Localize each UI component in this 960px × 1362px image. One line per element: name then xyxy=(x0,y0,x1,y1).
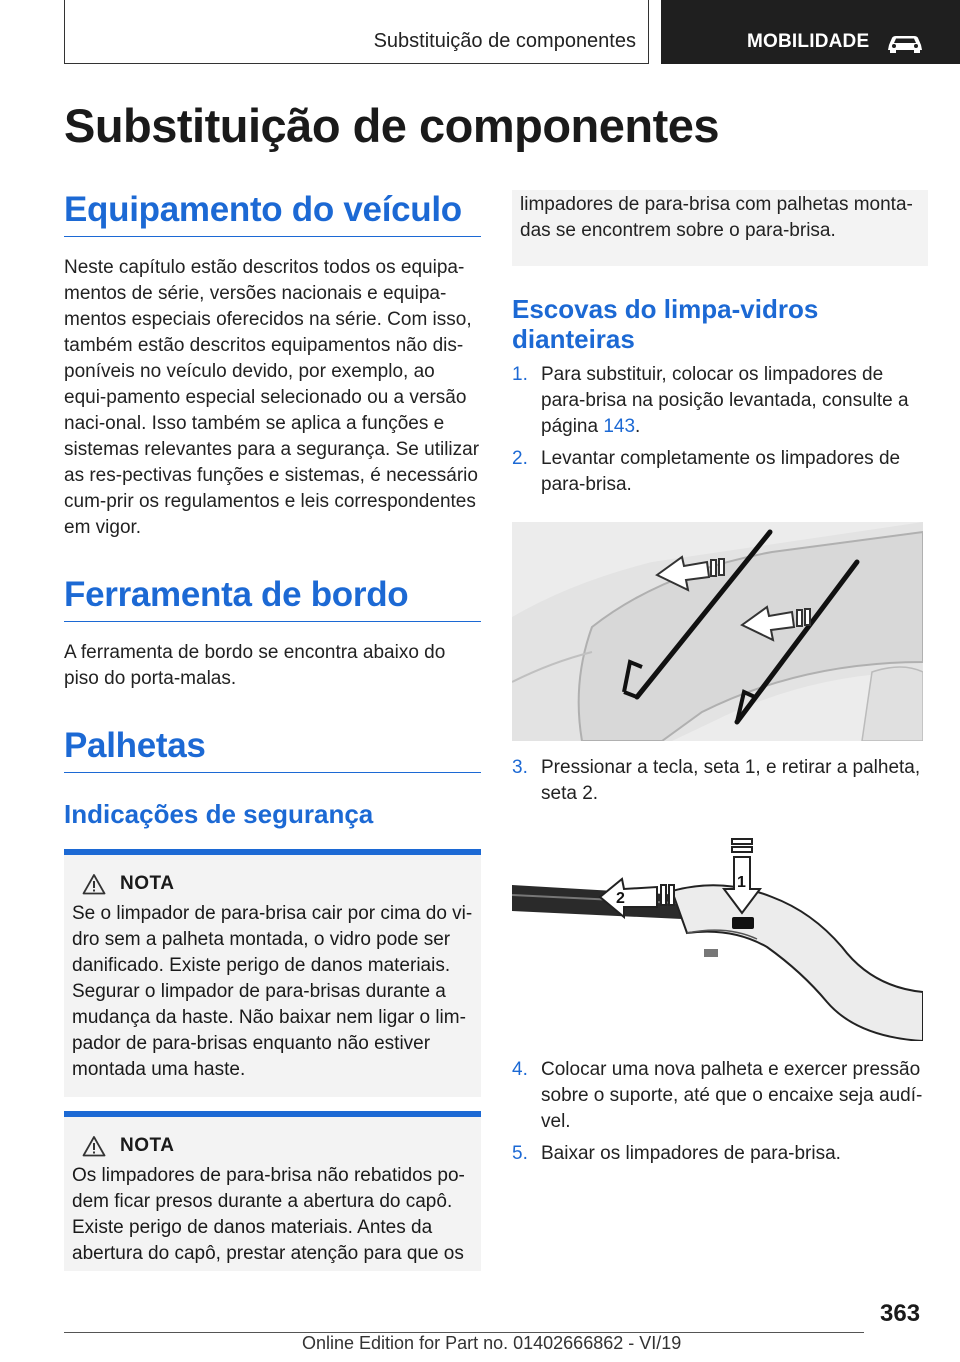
notice-text: Os limpadores de para-brisa não rebatidos po-dem ficar presos durante a abertura do capô. Existe perigo de danos materiais. Antes da abertura do capô, prestar atenção para que os xyxy=(72,1165,465,1264)
arrow-label-1: 1 xyxy=(737,874,746,891)
notice-continuation-text: limpadores de para-brisa com palhetas monta-das se encontrem sobre o para-brisa. xyxy=(520,194,913,241)
page-link[interactable]: 143 xyxy=(603,416,636,437)
wipers-raised-illustration xyxy=(512,522,923,741)
warning-icon xyxy=(82,1135,106,1157)
section-title-equipment: Equipamento do veículo xyxy=(64,190,481,237)
blade-release-illustration xyxy=(512,827,923,1041)
subsection-title-safety: Indicações de segurança xyxy=(64,799,374,829)
equipment-text: Neste capítulo estão descritos todos os equipa-mentos de série, versões nacionais e equipa-mentos especiais oferecidos na série. Com isso, também estão descritos equipamentos não dis-poníveis no veículo devido, por exemplo, ao equi-pamento especial selecionado ou a versão naci-onal. Isso também se aplica a funções e sistemas relevantes para a segurança. Se utilizar as res-pectivas funções e sistemas, é necessário cum-prir os regulamentos e leis correspondentes em vigor. xyxy=(64,257,480,538)
notice-continuation xyxy=(512,190,928,266)
section-title-tool: Ferramenta de bordo xyxy=(64,575,481,622)
section-title-blades: Palhetas xyxy=(64,726,481,773)
header-section-label: Substituição de componentes xyxy=(373,30,636,52)
notice-title: NOTA xyxy=(120,1135,175,1156)
footer-edition: Online Edition for Part no. 01402666862 - VI/19 xyxy=(302,1333,682,1353)
list-item: 3. Pressionar a tecla, seta 1, e retirar a palheta, seta 2. xyxy=(512,757,921,804)
subsection-title-wipers: Escovas do limpa-vidros dianteiras xyxy=(512,294,819,354)
page-title: Substituição de componentes xyxy=(64,99,720,152)
tool-text: A ferramenta de bordo se encontra abaixo do piso do porta-malas. xyxy=(64,642,446,689)
notice-text: Se o limpador de para-brisa cair por cima do vi-dro sem a palheta montada, o vidro pode ser danificado. Existe perigo de danos materiais. Segurar o limpador de para-brisas durante a mudança da haste. Não baixar nem ligar o lim-pador de para-brisas enquanto não estiver montada uma haste. xyxy=(72,903,473,1080)
list-item: 5. Baixar os limpadores de para-brisa. xyxy=(512,1143,841,1164)
list-item: 1. Para substituir, colocar os limpadores de para-brisa na posição levantada, consulte a página 143. xyxy=(512,364,909,437)
list-item: 4. Colocar uma nova palheta e exercer pressão sobre o suporte, até que o encaixe seja audí-vel. xyxy=(512,1059,923,1132)
steps-list-c xyxy=(512,1057,928,1167)
car-icon xyxy=(885,31,925,53)
left-column xyxy=(64,190,481,1271)
page-number: 363 xyxy=(880,1300,921,1327)
notice-title: NOTA xyxy=(120,873,175,894)
arrow-label-2: 2 xyxy=(616,890,625,907)
steps-list-a xyxy=(512,362,928,498)
header-chapter xyxy=(661,0,960,64)
header-section xyxy=(64,0,649,64)
notice-box-1 xyxy=(64,849,481,1097)
notice-box-2 xyxy=(64,1111,481,1271)
figure-blade-release xyxy=(512,827,923,1041)
right-column xyxy=(512,190,928,1167)
steps-list-b xyxy=(512,755,928,807)
warning-icon xyxy=(82,873,106,895)
figure-wipers-raised xyxy=(512,522,923,741)
header-chapter-label: MOBILIDADE xyxy=(747,31,870,52)
list-item: 2. Levantar completamente os limpadores de para-brisa. xyxy=(512,448,901,495)
